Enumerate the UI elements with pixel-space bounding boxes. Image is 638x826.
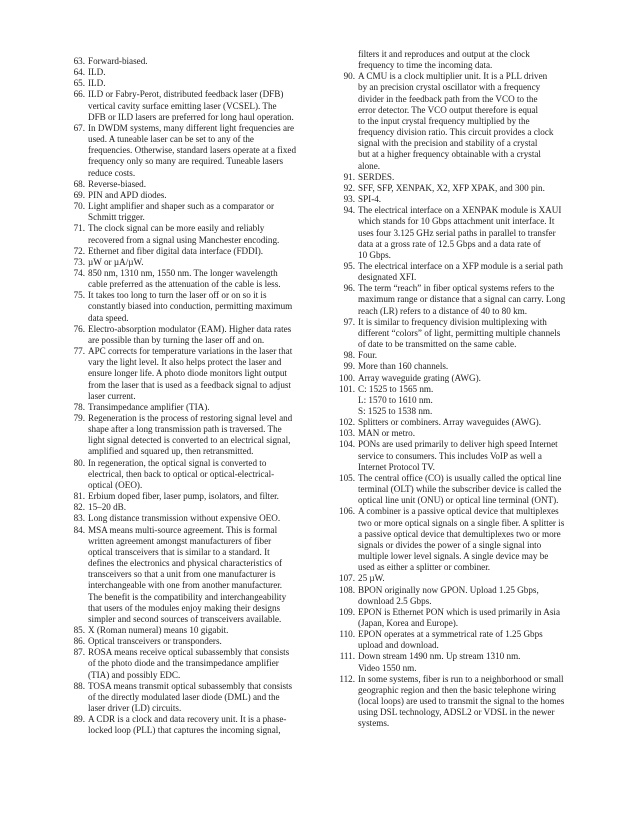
answer-text-line: signals or divides the power of a single signal into	[358, 539, 542, 550]
answer-number: 91.	[343, 171, 355, 182]
answer-item	[336, 205, 604, 261]
answer-text-line: (Japan, Korea and Europe).	[358, 617, 459, 628]
answer-text-line: maximum range or distance that a signal can carry. Long	[358, 294, 566, 305]
answer-text-line: ILD.	[88, 78, 106, 89]
answer-item	[336, 361, 604, 372]
answer-text-line: S: 1525 to 1538 nm.	[358, 406, 433, 416]
answer-text-line: Splitters or combiners. Array waveguides (AWG).	[358, 417, 541, 428]
answer-number: 76.	[73, 323, 85, 334]
answer-item	[336, 506, 604, 573]
answer-item	[66, 458, 334, 491]
answer-text-line: (local loops) are used to transmit the signal to the homes	[358, 696, 565, 707]
answer-number: 65.	[73, 78, 85, 89]
answer-item	[66, 346, 334, 402]
answer-text-line: In regeneration, the optical signal is converted to	[88, 457, 267, 468]
answer-item	[336, 350, 604, 361]
answer-item	[66, 714, 334, 736]
answer-text-line: light signal detected is converted to an electrical signal,	[88, 435, 291, 446]
answer-text-line: frequency only so many are required. Tuneable lasers	[88, 156, 284, 167]
answer-item	[336, 473, 604, 506]
answer-text-line: filters it and reproduces and output at the clock	[358, 49, 530, 59]
answer-item	[66, 67, 334, 78]
answer-item	[66, 78, 334, 89]
answer-text-line: using DSL technology, ADSL2 or VDSL in the newer	[358, 707, 555, 718]
answer-text-line: laser current.	[88, 390, 136, 401]
answer-item	[66, 491, 334, 502]
answer-number: 83.	[73, 513, 85, 524]
answer-number: 82.	[73, 502, 85, 513]
answer-text-line: are possible than by turning the laser off and on.	[88, 334, 265, 345]
answer-text-line: that users of the modules enjoy making their designs	[88, 602, 281, 613]
answer-text-line: ensure longer life. A photo diode monitors light output	[88, 368, 287, 379]
answer-text-line: cable preferred as the attenuation of the cable is less.	[88, 279, 281, 290]
answer-item	[336, 71, 604, 171]
answer-text-line: Array waveguide grating (AWG).	[358, 372, 481, 383]
answer-text-line: Optical transceivers or transponders.	[88, 636, 222, 647]
answer-text-line: Reverse-biased.	[88, 178, 147, 189]
answer-text-line: L: 1570 to 1610 nm.	[358, 394, 433, 405]
answer-number: 67.	[73, 122, 85, 133]
answer-item	[66, 56, 334, 67]
answer-text-line: The electrical interface on a XENPAK module is XAUI	[358, 205, 562, 216]
answer-text-line: vary the light level. It also helps protect the laser and	[88, 357, 282, 368]
answer-text-line: Forward-biased.	[88, 56, 148, 66]
answer-text-line: It takes too long to turn the laser off or on so it is	[88, 290, 267, 301]
answer-item	[336, 439, 604, 472]
answer-text-line: divider in the feedback path from the VCO to the	[358, 93, 538, 104]
answer-item	[66, 223, 334, 245]
answer-number: 80.	[73, 457, 85, 468]
answer-text-line: alone.	[358, 160, 381, 171]
answer-item	[66, 681, 334, 714]
answer-number: 111.	[339, 651, 355, 662]
answer-text-line: simpler and second sources of transceivers available.	[88, 613, 282, 624]
answer-text-line: optical (OEO).	[88, 479, 143, 490]
answer-item	[66, 636, 334, 647]
answer-text-line: 10 Gbps.	[358, 249, 391, 260]
answer-text-line: used as either a splitter or combiner.	[358, 562, 491, 573]
answer-item	[66, 402, 334, 413]
answer-text-line: transceivers so that a unit from one manufacturer is	[88, 569, 276, 580]
answer-number: 64.	[73, 67, 85, 78]
answer-number: 87.	[73, 647, 85, 658]
answer-number: 90.	[343, 71, 355, 82]
answer-text-line: µW or µA/µW.	[88, 256, 144, 267]
answer-number: 88.	[73, 680, 85, 691]
answer-text-line: reach (LR) refers to a distance of 40 to 80 km.	[358, 305, 528, 316]
answer-text-line: TOSA means transmit optical subassembly that consists	[88, 680, 293, 691]
answer-text-line: ILD or Fabry-Perot, distributed feedback laser (DFB)	[88, 89, 284, 100]
answer-text-line: SERDES.	[358, 171, 395, 182]
answer-number: 97.	[343, 316, 355, 327]
answer-text-line: Electro-absorption modulator (EAM). Higher data rates	[88, 323, 292, 334]
answer-text-line: optical transceivers that is similar to a standard. It	[88, 546, 270, 557]
answer-text-line: The benefit is the compatibility and interchangeability	[88, 591, 287, 602]
answer-text-line: designated XFI.	[358, 272, 417, 283]
answer-item	[336, 317, 604, 350]
answer-item	[66, 625, 334, 636]
answer-text-line: Transimpedance amplifier (TIA).	[88, 401, 210, 412]
answer-number: 75.	[73, 290, 85, 301]
answer-item	[66, 502, 334, 513]
answer-text-line: PIN and APD diodes.	[88, 189, 167, 200]
answer-number: 110.	[339, 629, 355, 640]
answer-text-line: ILD.	[88, 67, 106, 78]
answer-text-line: vertical cavity surface emitting laser (VCSEL). The	[88, 100, 277, 111]
answer-text-line: by an precision crystal oscillator with a frequency	[358, 82, 541, 93]
answer-text-line: frequency to time the incoming data.	[358, 60, 493, 71]
continued-answer-89	[336, 49, 604, 71]
answer-item	[66, 513, 334, 524]
answer-number: 86.	[73, 636, 85, 647]
left-column	[66, 56, 334, 737]
answer-number: 109.	[339, 606, 355, 617]
answer-number: 108.	[339, 584, 355, 595]
answer-text-line: BPON originally now GPON. Upload 1.25 Gbps,	[358, 584, 539, 595]
answer-text-line: data speed.	[88, 312, 129, 323]
answer-number: 106.	[339, 506, 355, 517]
answer-text-line: EPON operates at a symmetrical rate of 1.25 Gbps	[358, 629, 543, 640]
answer-number: 96.	[343, 283, 355, 294]
answer-text-line: of the photo diode and the transimpedance amplifier	[88, 658, 279, 669]
answer-text-line: The term “reach” in fiber optical systems refers to the	[358, 283, 555, 294]
answer-text-line: The electrical interface on a XFP module is a serial path	[358, 260, 563, 271]
answer-item	[336, 261, 604, 283]
answer-number: 103.	[339, 428, 355, 439]
answer-text-line: C: 1525 to 1565 nm.	[358, 383, 434, 394]
answer-item	[336, 172, 604, 183]
answer-text-line: X (Roman numeral) means 10 gigabit.	[88, 624, 229, 635]
answer-text-line: MSA means multi-source agreement. This is formal	[88, 524, 278, 535]
answer-text-line: amplified and squared up, then retransmitted.	[88, 446, 254, 457]
answer-number: 78.	[73, 401, 85, 412]
answer-item	[66, 268, 334, 290]
answer-text-line: of the directly modulated laser diode (DML) and the	[88, 691, 280, 702]
answer-number: 93.	[343, 194, 355, 205]
answer-number: 73.	[73, 256, 85, 267]
answer-item	[336, 573, 604, 584]
answer-text-line: In DWDM systems, many different light frequencies are	[88, 122, 295, 133]
answer-text-line: from the laser that is used as a feedback signal to adjust	[88, 379, 291, 390]
answer-item	[66, 257, 334, 268]
answer-text-line: The clock signal can be more easily and reliably	[88, 223, 265, 234]
answer-number: 94.	[343, 205, 355, 216]
answer-number: 84.	[73, 524, 85, 535]
answer-text-line: SFF, SFP, XENPAK, X2, XFP XPAK, and 300 pin.	[358, 182, 545, 193]
answer-number: 77.	[73, 346, 85, 357]
answer-text-line: Ethernet and fiber digital data interface (FDDI).	[88, 245, 264, 256]
answer-number: 95.	[343, 260, 355, 271]
answer-text-line: a passive optical device that demultiplexes two or more	[358, 528, 561, 539]
answer-text-line: PONs are used primarily to deliver high speed Internet	[358, 439, 558, 450]
answer-number: 112.	[339, 673, 355, 684]
answer-text-line: different “colors” of light, permitting multiple channels	[358, 327, 561, 338]
answer-text-line: two or more optical signals on a single fiber. A splitter is	[358, 517, 565, 528]
answer-number: 70.	[73, 201, 85, 212]
answer-text-line: Schmitt trigger.	[88, 212, 145, 223]
answer-text-line: laser driver (LD) circuits.	[88, 703, 182, 714]
answer-number: 63.	[73, 56, 85, 66]
answer-text-line: which stands for 10 Gbps attachment unit interface. It	[358, 216, 555, 227]
answer-text-line: multiple lower level signals. A single device may be	[358, 551, 549, 562]
answer-text-line: optical line unit (ONU) or optical line terminal (ONT).	[358, 495, 559, 506]
answer-item	[336, 607, 604, 629]
answer-text-line: uses four 3.125 GHz serial paths in parallel to transfer	[358, 227, 556, 238]
answer-number: 74.	[73, 267, 85, 278]
answer-text-line: Light amplifier and shaper such as a comparator or	[88, 201, 274, 212]
answer-text-line: frequency division ratio. This circuit provides a clock	[358, 127, 554, 138]
answer-number: 104.	[339, 439, 355, 450]
answer-text-line: reduce costs.	[88, 167, 136, 178]
answer-text-line: A CDR is a clock and data recovery unit. It is a phase-	[88, 714, 287, 725]
answer-item	[336, 283, 604, 316]
answer-text-line: interchangeable with one from another manufacturer.	[88, 580, 283, 591]
answer-text-line: SPI-4.	[358, 194, 382, 205]
answer-text-line: (TIA) and possibly EDC.	[88, 669, 181, 680]
answer-text-line: The central office (CO) is usually called the optical line	[358, 472, 562, 483]
answer-item	[66, 190, 334, 201]
answer-number: 71.	[73, 223, 85, 234]
answer-number: 79.	[73, 413, 85, 423]
answer-text-line: service to consumers. This includes VoIP as well a	[358, 450, 542, 461]
answer-item	[336, 373, 604, 384]
answer-item	[66, 123, 334, 179]
answer-number: 72.	[73, 245, 85, 256]
answer-item	[336, 417, 604, 428]
answer-number: 98.	[343, 350, 355, 361]
answer-text-line: It is similar to frequency division multiplexing with	[358, 316, 547, 327]
answer-item	[336, 194, 604, 205]
answer-item	[336, 629, 604, 651]
answer-item	[336, 384, 604, 417]
answer-text-line: Regeneration is the process of restoring signal level and	[88, 413, 293, 423]
answer-item	[66, 201, 334, 223]
answer-text-line: Erbium doped fiber, laser pump, isolators, and filter.	[88, 491, 279, 502]
answer-text-line: Long distance transmission without expensive OEO.	[88, 513, 281, 524]
answer-text-line: constantly biased into conduction, permitting maximum	[88, 301, 293, 312]
answer-text-line: upload and download.	[358, 640, 439, 651]
answer-item	[66, 89, 334, 122]
answer-item	[66, 246, 334, 257]
answer-number: 81.	[73, 491, 85, 502]
answer-text-line: EPON is Ethernet PON which is used primarily in Asia	[358, 606, 560, 617]
answer-item	[66, 179, 334, 190]
answer-text-line: A combiner is a passive optical device that multiplexes	[358, 506, 559, 517]
answer-text-line: 25 µW.	[358, 573, 385, 584]
answer-text-line: defines the electronics and physical characteristics of	[88, 558, 283, 569]
answer-text-line: signal with the precision and stability of a crystal	[358, 138, 538, 149]
answer-text-line: terminal (OLT) while the subscriber device is called the	[358, 484, 562, 495]
answer-text-line: electrical, then back to optical or optical-electrical-	[88, 468, 275, 479]
answer-text-line: 850 nm, 1310 nm, 1550 nm. The longer wavelength	[88, 267, 278, 278]
answer-item	[66, 647, 334, 680]
answer-number: 89.	[73, 714, 85, 725]
answer-text-line: shape after a long transmission path is traversed. The	[88, 424, 282, 435]
answer-text-line: to the input crystal frequency multiplied by the	[358, 115, 530, 126]
answer-number: 85.	[73, 624, 85, 635]
answer-item	[66, 290, 334, 323]
answer-text-line: but at a higher frequency obtainable with a crystal	[358, 149, 541, 160]
answer-text-line: of date to be transmitted on the same cable.	[358, 339, 517, 350]
answer-number: 69.	[73, 189, 85, 200]
answer-text-line: used. A tuneable laser can be set to any of the	[88, 134, 254, 145]
answer-text-line: More than 160 channels.	[358, 361, 449, 372]
answer-number: 107.	[339, 573, 355, 584]
answer-text-line: frequencies. Otherwise, standard lasers operate at a fixed	[88, 145, 297, 156]
answer-text-line: Internet Protocol TV.	[358, 461, 435, 472]
answer-text-line: MAN or metro.	[358, 428, 416, 439]
answer-text-line: A CMU is a clock multiplier unit. It is a PLL driven	[358, 71, 548, 82]
answer-number: 105.	[339, 472, 355, 483]
answer-text-line: download 2.5 Gbps.	[358, 595, 432, 606]
answer-text-line: error detector. The VCO output therefore is equal	[358, 104, 539, 115]
answer-number: 100.	[339, 372, 355, 383]
answer-text-line: Down stream 1490 nm. Up stream 1310 nm.	[358, 651, 521, 662]
answer-item	[336, 428, 604, 439]
answer-number: 99.	[343, 361, 355, 372]
answer-text-line: recovered from a signal using Manchester encoding.	[88, 234, 280, 245]
answer-item	[66, 525, 334, 625]
right-column	[336, 49, 604, 730]
answer-text-line: geographic region and then the basic telephone wiring	[358, 684, 556, 695]
answer-text-line: 15–20 dB.	[88, 502, 127, 513]
answer-item	[66, 413, 334, 458]
answer-item	[336, 651, 604, 673]
answer-text-line: written agreement amongst manufacturers of fiber	[88, 535, 272, 546]
answer-item	[336, 183, 604, 194]
answer-text-line: Four.	[358, 350, 378, 361]
answer-text-line: DFB or ILD lasers are preferred for long haul operation.	[88, 111, 294, 122]
answer-number: 102.	[339, 417, 355, 428]
answer-number: 66.	[73, 89, 85, 100]
answer-text-line: In some systems, fiber is run to a neighborhood or small	[358, 673, 564, 684]
answer-text-line: APC corrects for temperature variations in the laser that	[88, 346, 293, 357]
answer-text-line: data at a gross rate of 12.5 Gbps and a data rate of	[358, 238, 541, 249]
answer-text-line: Video 1550 nm.	[358, 662, 417, 673]
answer-item	[336, 585, 604, 607]
answer-number: 92.	[343, 182, 355, 193]
answer-text-line: systems.	[358, 718, 390, 729]
answer-item	[66, 324, 334, 346]
answer-number: 101.	[339, 383, 355, 394]
answer-text-line: locked loop (PLL) that captures the incoming signal,	[88, 725, 281, 736]
answer-number: 68.	[73, 178, 85, 189]
answer-text-line: ROSA means receive optical subassembly that consists	[88, 647, 290, 658]
answer-item	[336, 674, 604, 730]
